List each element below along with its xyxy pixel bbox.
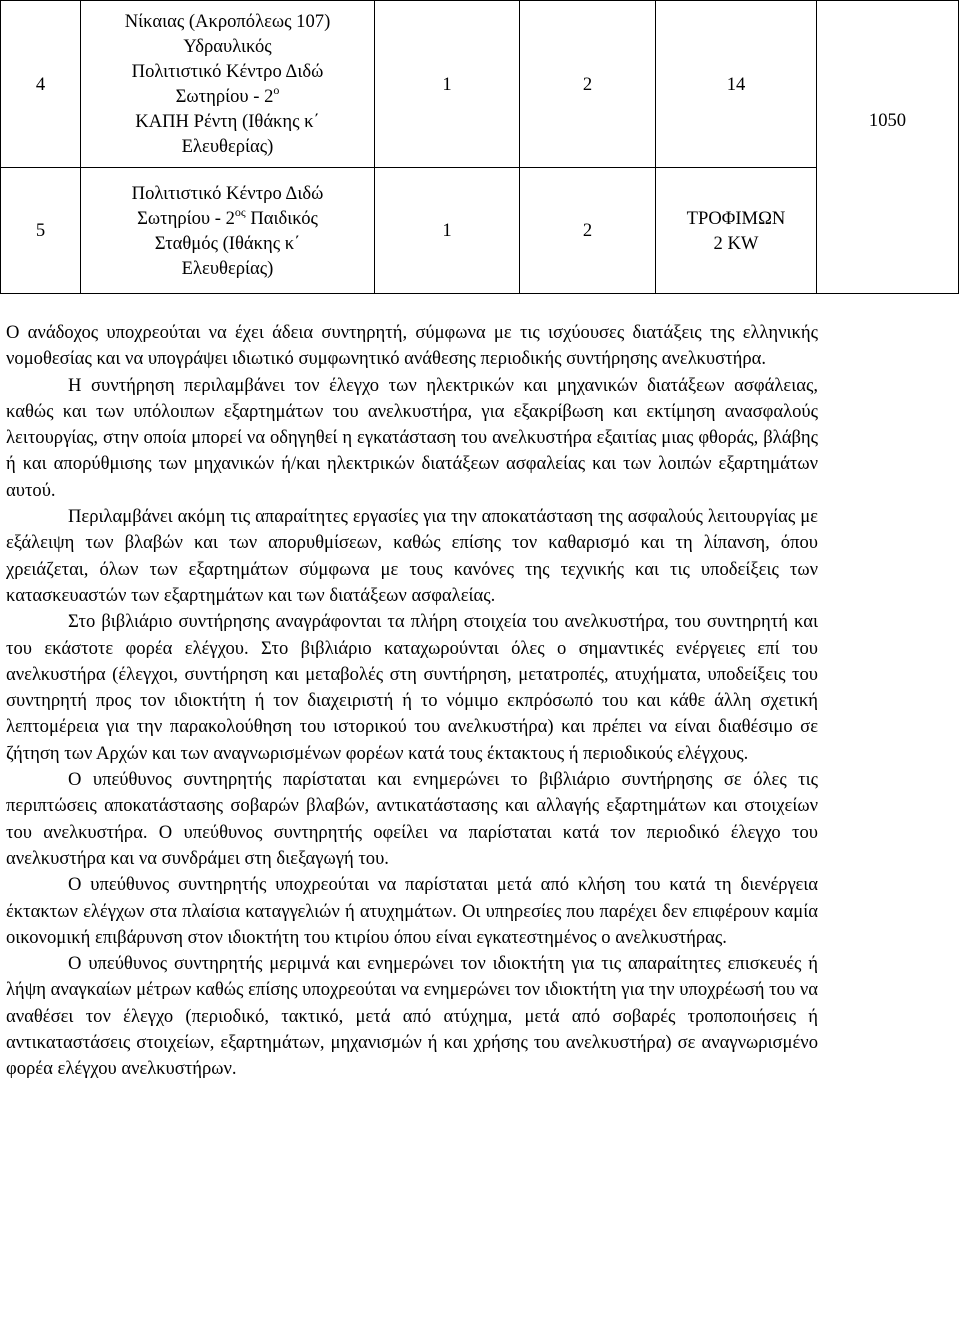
persons-cell [656,168,817,294]
location-line: Νίκαιας (Ακροπόλεως 107) [124,11,331,32]
paragraph: Η συντήρηση περιλαμβάνει τον έλεγχο των ηλεκτρικών και μηχανικών διατάξεων ασφάλειας, καθώς και των υπόλοιπων εξαρτημάτων του ανελκυστήρα, για εξακρίβωση και εκτίμηση ανασφαλούς λειτουργίας, στην οποία μπορεί να οδηγηθεί η εγκατάσταση του ανελκυστήρα εξαιτίας μιας φθοράς, βλάβης ή και απορύθμισης των μηχανικών ή/και ηλεκτρικών διατάξεων ασφαλείας και των λοιπών εξαρτημάτων αυτού. [6,374,818,501]
power-value: 2 KW [713,232,759,254]
row-number: 4 [35,73,46,95]
paragraph: Περιλαμβάνει ακόμη τις απαραίτητες εργασίες για την αποκατάσταση της ασφαλούς λειτουργίας με εξάλειψη των βλαβών και των απορυθμίσεων, καθώς επίσης τον καθαρισμό και τη λίπανση, όπου χρειάζεται, όλων των εξαρτημάτων σύμφωνα με τους κανόνες της τεχνικής και τις υποδείξεις των κατασκευαστών των εξαρτημάτων και των διατάξεων ασφαλείας. [6,506,818,606]
stops-value: 2 [582,220,593,241]
location-line [81,206,374,231]
table-row [1,1,959,168]
location-line [81,84,374,109]
location-cell [81,168,375,294]
quantity-value: 1 [442,73,452,95]
body-text [6,320,818,1083]
location-line: Ελευθερίας) [181,257,274,279]
persons-cell [656,1,817,168]
stops-value: 2 [582,73,593,95]
location-text: Σωτηρίου - 2 [137,207,235,229]
paragraph: Ο ανάδοχος υποχρεούται να έχει άδεια συντηρητή, σύμφωνα με τις ισχύουσες διατάξεις της ελληνικής νομοθεσίας και να υπογράψει ιδιωτικό συμφωνητικό ανάθεσης περιοδικής συντήρησης ανελκυστήρα. [6,322,818,370]
paragraph: Ο υπεύθυνος συντηρητής παρίσταται και ενημερώνει το βιβλιάριο συντήρησης σε όλες τις περιπτώσεις αποκατάστασης σοβαρών βλαβών, αντικατάστασης και αλλαγής εξαρτημάτων και στοιχείων του ανελκυστήρα. Ο υπεύθυνος συντηρητής οφείλει να παρίσταται κατά τον περιοδικό έλεγχο του ανελκυστήρα και να συνδράμει στη διεξαγωγή του. [6,769,818,869]
stops-cell [520,1,656,168]
elevator-table [0,0,959,294]
load-value: 1050 [868,110,907,131]
location-line: Σταθμός (Ιθάκης κ΄ [154,232,301,254]
stops-cell [520,168,656,294]
persons-label: ΤΡΟΦΙΜΩΝ [686,207,786,229]
ordinal-superscript: ο [273,83,280,97]
quantity-value: 1 [442,220,452,241]
quantity-cell [375,168,520,294]
location-line: Πολιτιστικό Κέντρο Διδώ [131,61,324,82]
paragraph: Ο υπεύθυνος συντηρητής υποχρεούται να παρίσταται μετά από κλήση του κατά τη διενέργεια έκτακτων ελέγχων στα πλαίσια καταγγελιών ή ατυχημάτων. Οι υπηρεσίες που παρέχει δεν επιφέρουν καμία οικονομική επιβάρυνση στον ιδιοκτήτη του κτιρίου όπου είναι εγκατεστημένος ο ανελκυστήρας. [6,874,818,948]
persons-value: 14 [726,73,746,95]
location-line: Υδραυλικός [183,36,272,57]
load-cell [817,1,959,294]
location-cell [81,1,375,168]
ordinal-superscript: ος [234,204,246,219]
location-line: ΚΑΠΗ Ρέντη (Ιθάκης κ΄ [135,111,320,132]
paragraph: Στο βιβλιάριο συντήρησης αναγράφονται τα πλήρη στοιχεία του ανελκυστήρα, του συντηρητή και του εκάστοτε φορέα ελέγχου. Στο βιβλιάριο καταχωρούνται όλες ο σημαντικές ενέργειες επί του ανελκυστήρα (έλεγχοι, συντήρηση και μεταβολές στη συντήρηση, μετατροπές, ατυχήματα, υποδείξεις του συντηρητή προς τον ιδιοκτήτη ή τον διαχειριστή ή το νόμιμο εκπρόσωπό του και κάθε άλλη σχετική λεπτομέρεια για την παρακολούθηση του ιστορικού του ανελκυστήρα) και πρέπει να είναι διαθέσιμο σε ζήτηση των Αρχών και των αναγνωρισμένων φορέων κατά τους έκτακτους ή περιοδικούς ελέγχους. [6,611,818,764]
location-line: Ελευθερίας) [181,136,274,157]
location-text: Παιδικός [245,207,318,229]
row-number: 5 [35,220,46,241]
table-row [1,168,959,294]
location-line: Πολιτιστικό Κέντρο Διδώ [131,182,324,204]
quantity-cell [375,1,520,168]
paragraph: Ο υπεύθυνος συντηρητής μεριμνά και ενημερώνει τον ιδιοκτήτη για τις απαραίτητες επισκευές ή λήψη αναγκαίων μέτρων καθώς επίσης υποχρεούται να ενημερώνει τον ιδιοκτήτη για την υποχρέωσή του να αναθέσει τον έλεγχο (περιοδικό, τακτικό, μετά από ατύχημα, μετά από σοβαρές τροποποιήσεις ή αντικαταστάσεις στοιχείων, εξαρτημάτων, μηχανισμών ή και χρήσης του ανελκυστήρα) σε αναγνωρισμένο φορέα ελέγχου ανελκυστήρων. [6,953,818,1080]
row-number-cell [1,168,81,294]
row-number-cell [1,1,81,168]
location-text: Σωτηρίου - 2 [175,86,274,107]
